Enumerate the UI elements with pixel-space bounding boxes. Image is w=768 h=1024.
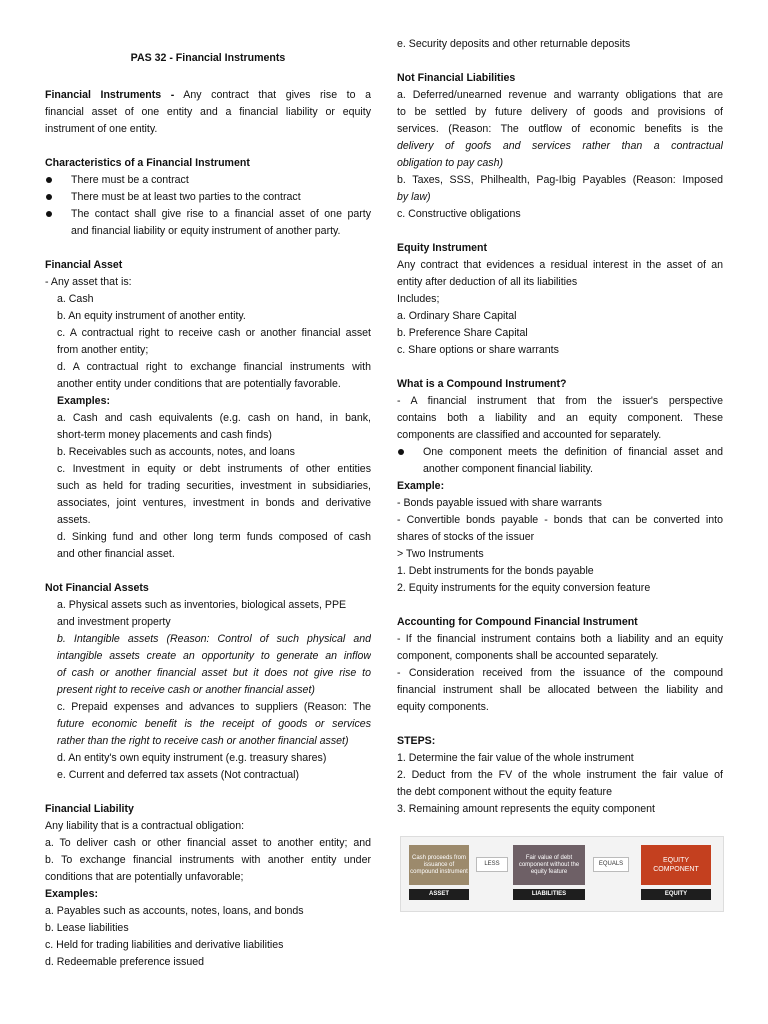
financial-asset-example: a. Cash and cash equivalents (e.g. cash on hand, in bank, — [57, 412, 371, 424]
accounting-heading: Accounting for Compound Financial Instrument — [397, 616, 638, 628]
financial-asset-heading: Financial Asset — [45, 259, 123, 271]
accounting-line: equity components. — [397, 701, 489, 713]
not-financial-liability-line: services. (Reason: The outflow of economic benefits is the — [397, 123, 723, 135]
not-financial-asset-line: and investment property — [57, 616, 171, 628]
financial-asset-example: d. Sinking fund and other long term funds composed of cash — [57, 531, 371, 543]
financial-liability-example: a. Payables such as accounts, notes, loans, and bonds — [45, 905, 304, 917]
financial-asset-example: such as held for trading securities, investment in subsidiaries, — [57, 480, 371, 492]
equity-instrument-line: a. Ordinary Share Capital — [397, 310, 517, 322]
steps-heading: STEPS: — [397, 735, 436, 747]
characteristic-bullet-cont: and financial liability or equity instrument of another party. — [71, 225, 341, 237]
financial-liability-line: b. To exchange financial instruments with another entity under — [45, 854, 371, 866]
compound-line: - A financial instrument that from the issuer's perspective — [397, 395, 723, 407]
compound-instrument-diagram — [400, 836, 724, 912]
step-line: 2. Deduct from the FV of the whole instrument the fair value of — [397, 769, 723, 781]
not-financial-liability-line: a. Deferred/unearned revenue and warranty obligations that are — [397, 89, 723, 101]
not-financial-asset-line: future economic benefit is the receipt of goods or services — [57, 718, 371, 730]
compound-example-line: 2. Equity instruments for the equity conversion feature — [397, 582, 651, 594]
not-financial-asset-line: b. Intangible assets (Reason: Control of such physical and — [57, 633, 371, 645]
not-financial-liability-line: to be settled by future delivery of goods and provisions of — [397, 106, 723, 118]
debt-component-box: Fair value of debt component without the equity feature — [513, 845, 585, 885]
less-operator: LESS — [476, 857, 508, 872]
financial-liability-examples-heading: Examples: — [45, 888, 98, 900]
financial-liability-line: a. To deliver cash or other financial asset to another entity; and — [45, 837, 371, 849]
financial-asset-example: short-term money placements and cash finds) — [57, 429, 272, 441]
financial-liability-heading: Financial Liability — [45, 803, 134, 815]
equity-label: EQUITY — [641, 889, 711, 900]
financial-liability-line: Any liability that is a contractual obligation: — [45, 820, 245, 832]
right-column — [397, 36, 723, 818]
accounting-line: financial instrument shall be allocated between the liability and — [397, 684, 723, 696]
not-financial-asset-line: a. Physical assets such as inventories, biological assets, PPE — [57, 599, 347, 611]
equity-instrument-heading: Equity Instrument — [397, 242, 488, 254]
financial-asset-line: b. An equity instrument of another entity. — [57, 310, 246, 322]
fi-definition-line-3: instrument of one entity. — [45, 123, 158, 135]
compound-bullet: One component meets the definition of financial asset and — [397, 444, 723, 461]
equity-instrument-line: b. Preference Share Capital — [397, 327, 528, 339]
compound-bullet-cont: another component financial liability. — [423, 463, 593, 475]
financial-liability-example: d. Redeemable preference issued — [45, 956, 205, 968]
characteristic-bullet: There must be a contract — [45, 172, 371, 189]
characteristics-heading: Characteristics of a Financial Instrument — [45, 157, 250, 169]
financial-asset-example: c. Investment in equity or debt instruments of other entities — [57, 463, 371, 475]
equity-instrument-line: entity after deduction of all its liabilities — [397, 276, 578, 288]
not-financial-liability-line: by law) — [397, 191, 431, 203]
not-financial-asset-line: present right to receive cash or another financial asset) — [57, 684, 315, 696]
financial-asset-line: from another entity; — [57, 344, 149, 356]
accounting-line: component, components shall be accounted separately. — [397, 650, 659, 662]
equals-operator: EQUALS — [593, 857, 629, 872]
not-financial-liability-line: c. Constructive obligations — [397, 208, 521, 220]
step-line: 1. Determine the fair value of the whole instrument — [397, 752, 634, 764]
characteristic-bullet: There must be at least two parties to the contract — [45, 189, 371, 206]
financial-liability-example: c. Held for trading liabilities and derivative liabilities — [45, 939, 284, 951]
not-financial-liability-line: delivery of goofs and services rather than a contractual — [397, 140, 723, 152]
financial-asset-example: b. Receivables such as accounts, notes, and loans — [57, 446, 295, 458]
compound-example-line: > Two Instruments — [397, 548, 484, 560]
cash-proceeds-box: Cash proceeds from issuance of compound instrument — [409, 845, 469, 885]
accounting-line: - Consideration received from the issuance of the compound — [397, 667, 723, 679]
financial-asset-line: - Any asset that is: — [45, 276, 132, 288]
financial-asset-line: a. Cash — [57, 293, 94, 305]
compound-example-line: 1. Debt instruments for the bonds payable — [397, 565, 594, 577]
financial-asset-examples-heading: Examples: — [57, 395, 110, 407]
step-line: the debt component without the equity feature — [397, 786, 612, 798]
page-title: PAS 32 - Financial Instruments — [130, 52, 286, 64]
financial-asset-line: c. A contractual right to receive cash or another financial asset — [57, 327, 371, 339]
not-financial-asset-line: intangible assets create an opportunity to generate an inflow — [57, 650, 371, 662]
compound-line: components are classified and accounted for separately. — [397, 429, 662, 441]
compound-example-line: - Bonds payable issued with share warrants — [397, 497, 602, 509]
compound-example-line: - Convertible bonds payable - bonds that can be converted into — [397, 514, 723, 526]
financial-liability-example: b. Lease liabilities — [45, 922, 129, 934]
characteristic-bullet: The contact shall give rise to a financial asset of one party — [45, 206, 371, 223]
equity-component-box: EQUITY COMPONENT — [641, 845, 711, 885]
fi-definition-line-1: Financial Instruments - Any contract that gives rise to a — [45, 89, 371, 101]
not-financial-asset-line: e. Current and deferred tax assets (Not contractual) — [57, 769, 300, 781]
financial-asset-line: d. A contractual right to exchange financial instruments with — [57, 361, 371, 373]
financial-asset-example: and other financial asset. — [57, 548, 175, 560]
equity-instrument-line: c. Share options or share warrants — [397, 344, 559, 356]
not-financial-asset-line: c. Prepaid expenses and advances to suppliers (Reason: The — [57, 701, 371, 713]
financial-asset-example: assets. — [57, 514, 91, 526]
not-financial-liability-line: b. Taxes, SSS, Philhealth, Pag-Ibig Payables (Reason: Imposed — [397, 174, 723, 186]
equity-instrument-line: Any contract that evidences a residual interest in the asset of an — [397, 259, 723, 271]
equity-instrument-line: Includes; — [397, 293, 440, 305]
not-financial-asset-line: of cash or another financial asset but it does not give rise to — [57, 667, 371, 679]
accounting-line: - If the financial instrument contains both a liability and an equity — [397, 633, 723, 645]
liabilities-label: LIABILITIES — [513, 889, 585, 900]
fi-term: Financial Instruments - — [45, 89, 175, 101]
left-column — [45, 33, 371, 971]
not-financial-liabilities-heading: Not Financial Liabilities — [397, 72, 516, 84]
financial-liability-line: conditions that are potentially unfavorable; — [45, 871, 244, 883]
not-financial-assets-heading: Not Financial Assets — [45, 582, 149, 594]
security-deposits-line: e. Security deposits and other returnable deposits — [397, 38, 631, 50]
financial-asset-line: another entity under conditions that are potentially favorable. — [57, 378, 341, 390]
step-line: 3. Remaining amount represents the equity component — [397, 803, 655, 815]
financial-asset-example: associates, joint ventures, investment in bonds and derivative — [57, 497, 371, 509]
not-financial-asset-line: d. An entity's own equity instrument (e.g. treasury shares) — [57, 752, 327, 764]
compound-instrument-heading: What is a Compound Instrument? — [397, 378, 567, 390]
compound-line: contains both a liability and an equity component. These — [397, 412, 723, 424]
compound-example-heading: Example: — [397, 480, 445, 492]
not-financial-asset-line: rather than the right to receive cash or another financial asset) — [57, 735, 349, 747]
compound-example-line: shares of stocks of the issuer — [397, 531, 535, 543]
fi-definition-line-2: financial asset of one entity and a financial liability or equity — [45, 106, 371, 118]
asset-label: ASSET — [409, 889, 469, 900]
not-financial-liability-line: obligation to pay cash) — [397, 157, 504, 169]
